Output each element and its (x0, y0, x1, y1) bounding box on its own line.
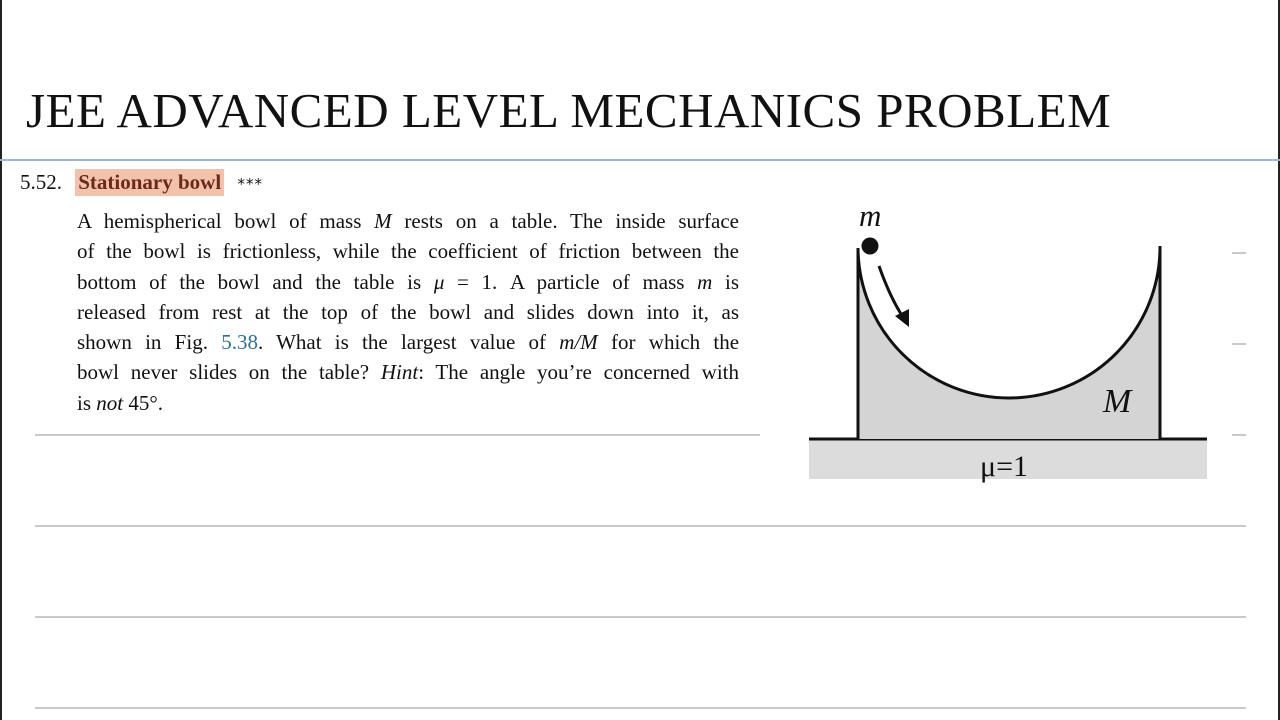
title-divider (0, 159, 1280, 161)
statement-text: shown in Fig. (77, 330, 222, 355)
margin-tick (1232, 252, 1246, 254)
writing-line (35, 434, 760, 436)
statement-text: . What is the largest value of (257, 330, 560, 355)
statement-line (77, 236, 739, 266)
problem-header (20, 170, 263, 195)
writing-line (35, 525, 1246, 527)
statement-text: rests on a table. The inside surface (391, 209, 739, 233)
statement-emphasis: Hint (380, 360, 419, 385)
statement-emphasis: M (374, 209, 392, 233)
problem-statement (77, 206, 739, 418)
statement-emphasis: not (96, 390, 124, 415)
friction-label: μ=1 (980, 450, 1029, 483)
statement-text: for which the (597, 330, 740, 355)
statement-line (77, 327, 739, 357)
page-title: JEE ADVANCED LEVEL MECHANICS PROBLEM (26, 83, 1112, 138)
statement-emphasis: μ (433, 269, 445, 294)
statement-text: = 1. A particle of mass (444, 269, 698, 294)
particle-label: m (859, 198, 882, 233)
statement-text: released from rest at the top of the bowl and slides down into it, as (77, 299, 739, 324)
problem-name: Stationary bowl (75, 169, 224, 196)
bowl-figure (790, 190, 1230, 490)
writing-line (35, 616, 1246, 618)
statement-line (77, 357, 739, 387)
particle-mass (862, 238, 879, 255)
statement-line (77, 388, 739, 418)
writing-line (35, 707, 1246, 709)
left-frame-border (0, 0, 2, 720)
statement-emphasis: m (697, 269, 713, 294)
statement-text: 45°. (123, 390, 164, 415)
statement-line (77, 297, 739, 327)
margin-tick (1232, 343, 1246, 345)
statement-line (77, 206, 739, 236)
statement-text: bowl never slides on the table? (77, 360, 381, 385)
statement-text: is (77, 390, 97, 415)
statement-text: of the bowl is frictionless, while the coefficient of friction between the (77, 239, 739, 264)
statement-text: is (712, 269, 739, 294)
statement-emphasis: m/M (559, 330, 598, 355)
statement-text: bottom of the bowl and the table is (77, 269, 434, 294)
figure-reference: 5.38 (221, 330, 258, 355)
bowl-mass-label: M (1103, 383, 1132, 420)
statement-text: : The angle you’re concerned with (418, 360, 739, 385)
problem-number: 5.52. (20, 170, 62, 194)
motion-arrow-shaft (879, 266, 905, 320)
margin-tick (1232, 434, 1246, 436)
statement-line (77, 267, 739, 297)
difficulty-stars: *** (237, 175, 263, 193)
statement-text: A hemispherical bowl of mass (77, 209, 375, 233)
motion-arrow-head (895, 309, 909, 327)
